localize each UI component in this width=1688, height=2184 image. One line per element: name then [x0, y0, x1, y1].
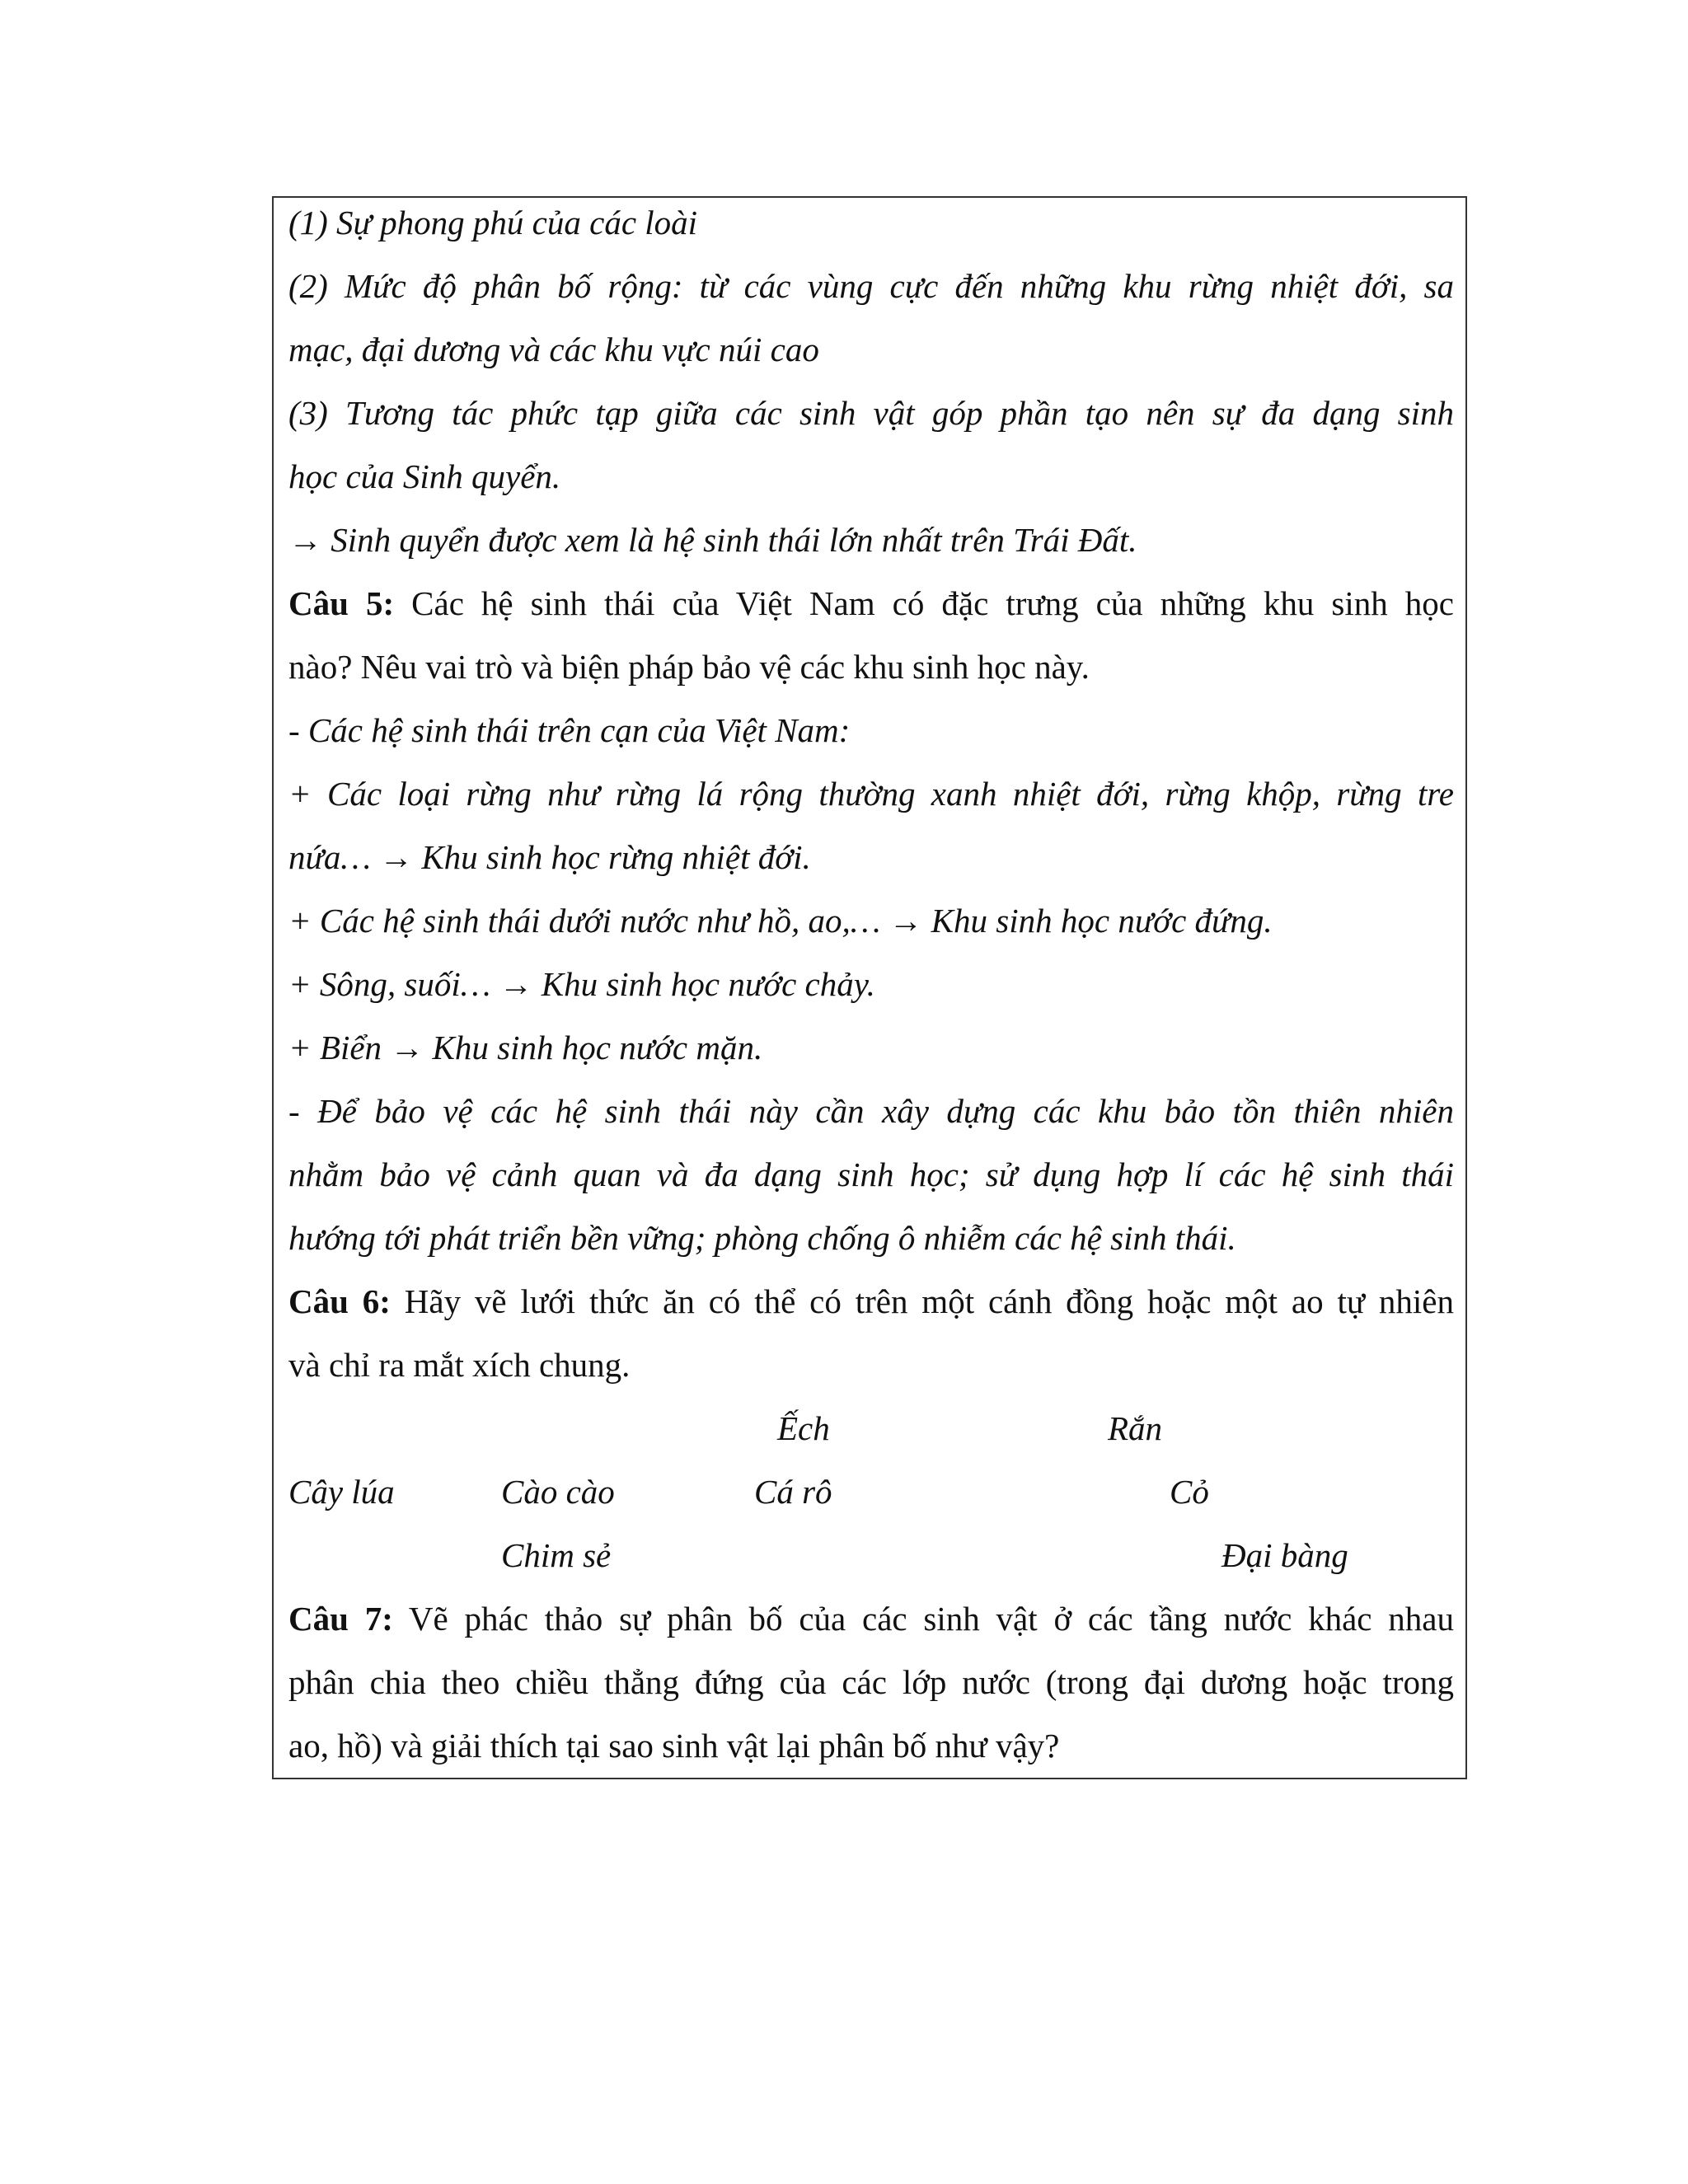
- q5-answer-line-2a: + Các loại rừng như rừng lá rộng thường xanh nhiệt đới, rừng khộp, rừng tre: [288, 775, 1454, 813]
- food-web-co: Cỏ: [1170, 1473, 1209, 1511]
- question-7-text-b: phân chia theo chiều thẳng đứng của các lớp nước (trong đại dương hoặc trong: [288, 1663, 1454, 1701]
- q5-answer-line-6c: hướng tới phát triển bền vững; phòng chống ô nhiễm các hệ sinh thái.: [288, 1219, 1236, 1257]
- question-5-text-b: nào? Nêu vai trò và biện pháp bảo vệ các khu sinh học này.: [288, 648, 1090, 686]
- answer-conclusion: → Sinh quyển được xem là hệ sinh thái lớn nhất trên Trái Đất.: [288, 521, 1137, 559]
- food-web-dai-bang: Đại bàng: [1221, 1536, 1348, 1574]
- question-5-text-a: Các hệ sinh thái của Việt Nam có đặc trưng của những khu sinh học: [394, 584, 1454, 622]
- question-7-line-a: [288, 1598, 1454, 1639]
- food-web-ran: Rắn: [1108, 1409, 1163, 1447]
- q5-answer-line-3: + Các hệ sinh thái dưới nước như hồ, ao,… → Khu sinh học nước đứng.: [288, 902, 1273, 940]
- question-6-label: Câu 6:: [288, 1282, 391, 1320]
- food-web-cao-cao: Cào cào: [501, 1473, 615, 1511]
- q5-answer-line-1: - Các hệ sinh thái trên cạn của Việt Nam:: [288, 711, 851, 749]
- question-7-text-a: Vẽ phác thảo sự phân bố của các sinh vật ở các tầng nước khác nhau: [392, 1600, 1454, 1638]
- q5-answer-line-5: + Biển → Khu sinh học nước mặn.: [288, 1029, 763, 1066]
- answer-line-2b: mạc, đại dương và các khu vực núi cao: [288, 330, 819, 368]
- answer-line-2a: (2) Mức độ phân bố rộng: từ các vùng cực đến những khu rừng nhiệt đới, sa: [288, 267, 1454, 305]
- answer-line-3a: (3) Tương tác phức tạp giữa các sinh vật góp phần tạo nên sự đa dạng sinh: [288, 394, 1454, 432]
- question-6-line-a: [288, 1281, 1454, 1322]
- food-web-ech: Ếch: [777, 1409, 830, 1447]
- answer-line-3b: học của Sinh quyển.: [288, 457, 561, 495]
- question-7-label: Câu 7:: [288, 1600, 393, 1638]
- question-6-text-a: Hãy vẽ lưới thức ăn có thể có trên một cánh đồng hoặc một ao tự nhiên: [390, 1282, 1454, 1320]
- q5-answer-line-6a: - Để bảo vệ các hệ sinh thái này cần xây dựng các khu bảo tồn thiên nhiên: [288, 1092, 1454, 1130]
- food-web-ca-ro: Cá rô: [754, 1473, 832, 1511]
- question-5-line-a: [288, 583, 1454, 624]
- question-6-text-b: và chỉ ra mắt xích chung.: [288, 1346, 631, 1384]
- question-5-label: Câu 5:: [288, 584, 395, 622]
- question-7-text-c: ao, hồ) và giải thích tại sao sinh vật lại phân bố như vậy?: [288, 1727, 1060, 1765]
- answer-line-1: (1) Sự phong phú của các loài: [288, 204, 698, 241]
- q5-answer-line-4: + Sông, suối… → Khu sinh học nước chảy.: [288, 965, 875, 1003]
- answer-table-cell: [272, 196, 1467, 1779]
- q5-answer-line-6b: nhằm bảo vệ cảnh quan và đa dạng sinh học; sử dụng hợp lí các hệ sinh thái: [288, 1155, 1454, 1193]
- food-web-cay-lua: Cây lúa: [288, 1473, 395, 1511]
- food-web-chim-se: Chim sẻ: [501, 1536, 612, 1574]
- q5-answer-line-2b: nứa… → Khu sinh học rừng nhiệt đới.: [288, 838, 811, 876]
